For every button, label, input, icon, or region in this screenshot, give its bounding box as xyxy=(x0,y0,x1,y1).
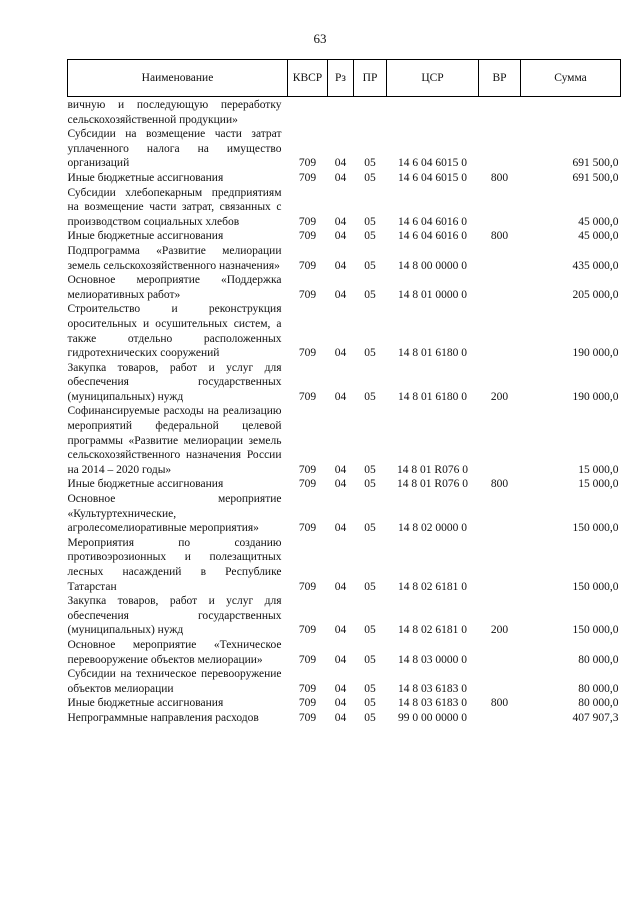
row-kvsr: 709 xyxy=(298,215,317,228)
row-rz: 04 xyxy=(334,478,347,491)
header-kvsr: КВСР xyxy=(288,60,328,97)
row-name: Субсидии на техническое перевооружение объектов мелиорации xyxy=(67,668,282,695)
row-name: Иные бюджетные ассигнования xyxy=(67,230,224,243)
table-row xyxy=(68,711,621,726)
row-kvsr: 709 xyxy=(298,653,317,666)
row-kvsr: 709 xyxy=(298,230,317,243)
budget-table xyxy=(67,59,621,726)
row-name: Подпрограмма «Развитие мелиорации земель сельскохозяйственного назначения» xyxy=(67,244,282,272)
row-pr: 05 xyxy=(364,682,376,695)
row-rz: 04 xyxy=(334,390,347,403)
row-vr xyxy=(479,97,521,128)
row-kvsr: 709 xyxy=(298,697,317,710)
row-kvsr xyxy=(288,97,328,128)
table-row xyxy=(68,273,621,302)
row-vr: 800 xyxy=(490,478,509,491)
row-kvsr: 709 xyxy=(298,463,317,476)
header-rz: Рз xyxy=(328,60,354,97)
table-row xyxy=(68,696,621,711)
table-row xyxy=(68,638,621,667)
table-row xyxy=(68,667,621,696)
row-vr xyxy=(479,244,521,273)
row-csr: 14 6 04 6015 0 xyxy=(398,157,467,170)
table-row xyxy=(68,302,621,360)
row-pr: 05 xyxy=(364,478,376,491)
row-sum: 80 000,0 xyxy=(578,653,619,666)
row-vr: 200 xyxy=(490,624,509,637)
row-vr xyxy=(479,186,521,230)
row-name: Основное мероприятие «Техническое перевооружение объектов мелиорации» xyxy=(67,638,282,666)
header-sum: Сумма xyxy=(521,60,621,97)
row-pr: 05 xyxy=(364,390,376,403)
row-name: Непрограммные направления расходов xyxy=(67,711,259,724)
header-vr: ВР xyxy=(479,60,521,97)
row-rz: 04 xyxy=(334,288,347,301)
table-row xyxy=(68,404,621,477)
row-rz: 04 xyxy=(334,463,347,476)
row-sum: 190 000,0 xyxy=(572,347,619,360)
row-rz: 04 xyxy=(334,653,347,666)
row-kvsr: 709 xyxy=(298,347,317,360)
row-csr: 14 6 04 6016 0 xyxy=(398,230,467,243)
row-pr: 05 xyxy=(364,697,376,710)
row-kvsr: 709 xyxy=(298,157,317,170)
row-csr: 14 8 01 6180 0 xyxy=(398,390,467,403)
row-sum: 691 500,0 xyxy=(572,157,619,170)
row-vr xyxy=(479,492,521,536)
row-kvsr: 709 xyxy=(298,522,317,535)
row-kvsr: 709 xyxy=(298,390,317,403)
row-vr xyxy=(479,711,521,726)
row-rz: 04 xyxy=(334,624,347,637)
row-name: вичную и последующую переработку сельскохозяйственной продукции» xyxy=(67,99,282,126)
row-name: Иные бюджетные ассигнования xyxy=(67,478,224,491)
row-vr: 800 xyxy=(490,171,509,184)
row-pr: 05 xyxy=(364,171,376,184)
row-pr: 05 xyxy=(364,711,376,724)
row-csr: 14 8 01 R076 0 xyxy=(397,478,468,491)
row-sum: 150 000,0 xyxy=(572,624,619,637)
row-pr: 05 xyxy=(364,580,376,593)
row-rz: 04 xyxy=(334,711,347,724)
row-name: Строительство и реконструкция оросительных и осушительных систем, а также отдельно расположенных гидротехнических сооружений xyxy=(67,303,282,360)
row-name: Субсидии на возмещение части затрат уплаченного налога на имущество организаций xyxy=(67,128,282,170)
row-csr: 14 6 04 6016 0 xyxy=(398,215,467,228)
row-sum: 150 000,0 xyxy=(572,580,619,593)
table-header-row xyxy=(68,60,621,97)
row-sum: 15 000,0 xyxy=(578,478,619,491)
page-number: 63 xyxy=(313,31,327,46)
table-row xyxy=(68,492,621,536)
row-sum: 190 000,0 xyxy=(572,390,619,403)
table-row xyxy=(68,229,621,244)
row-vr xyxy=(479,638,521,667)
row-name: Мероприятия по созданию противоэрозионных и полезащитных лесных насаждений в Республике Татарстан xyxy=(67,536,282,593)
table-row xyxy=(68,127,621,171)
row-rz: 04 xyxy=(334,171,347,184)
row-name: Софинансируемые расходы на реализацию мероприятий федеральной целевой программы «Развитие мелиорации земель сельскохозяйственного назначения России на 2014 – 2020 годы» xyxy=(67,405,282,476)
row-kvsr: 709 xyxy=(298,478,317,491)
row-sum: 407 907,3 xyxy=(572,711,619,724)
table-row xyxy=(68,186,621,230)
row-csr xyxy=(387,97,479,128)
row-sum: 45 000,0 xyxy=(578,215,619,228)
row-pr: 05 xyxy=(364,653,376,666)
row-sum: 15 000,0 xyxy=(578,463,619,476)
row-csr: 99 0 00 0000 0 xyxy=(398,711,467,724)
row-rz: 04 xyxy=(334,580,347,593)
header-name: Наименование xyxy=(68,60,288,97)
row-kvsr: 709 xyxy=(298,624,317,637)
row-rz: 04 xyxy=(334,522,347,535)
row-vr: 200 xyxy=(490,390,509,403)
row-sum: 45 000,0 xyxy=(578,230,619,243)
row-rz: 04 xyxy=(334,230,347,243)
row-vr xyxy=(479,536,521,594)
row-csr: 14 6 04 6015 0 xyxy=(398,171,467,184)
row-vr xyxy=(479,404,521,477)
row-kvsr: 709 xyxy=(298,259,317,272)
row-rz: 04 xyxy=(334,157,347,170)
table-row xyxy=(68,361,621,405)
row-sum: 205 000,0 xyxy=(572,288,619,301)
row-pr: 05 xyxy=(364,624,376,637)
row-vr: 800 xyxy=(490,230,509,243)
table-row xyxy=(68,477,621,492)
row-kvsr: 709 xyxy=(298,288,317,301)
row-name: Закупка товаров, работ и услуг для обеспечения государственных (муниципальных) нужд xyxy=(67,595,282,637)
row-pr: 05 xyxy=(364,288,376,301)
row-csr: 14 8 03 6183 0 xyxy=(398,682,467,695)
row-sum xyxy=(521,97,621,128)
row-csr: 14 8 01 R076 0 xyxy=(397,463,468,476)
row-rz: 04 xyxy=(334,682,347,695)
header-csr: ЦСР xyxy=(387,60,479,97)
row-rz: 04 xyxy=(334,697,347,710)
row-pr: 05 xyxy=(364,215,376,228)
row-vr xyxy=(479,667,521,696)
row-rz: 04 xyxy=(334,347,347,360)
row-name: Закупка товаров, работ и услуг для обеспечения государственных (муниципальных) нужд xyxy=(67,361,282,403)
row-rz: 04 xyxy=(334,259,347,272)
row-pr: 05 xyxy=(364,230,376,243)
row-vr xyxy=(479,273,521,302)
row-sum: 80 000,0 xyxy=(578,682,619,695)
row-sum: 80 000,0 xyxy=(578,697,619,710)
header-pr: ПР xyxy=(354,60,387,97)
row-csr: 14 8 00 0000 0 xyxy=(398,259,467,272)
row-kvsr: 709 xyxy=(298,711,317,724)
row-pr: 05 xyxy=(364,347,376,360)
row-rz: 04 xyxy=(334,215,347,228)
row-rz xyxy=(328,97,354,128)
row-pr: 05 xyxy=(364,463,376,476)
row-sum: 691 500,0 xyxy=(572,171,619,184)
row-name: Иные бюджетные ассигнования xyxy=(67,171,224,184)
row-csr: 14 8 02 6181 0 xyxy=(398,624,467,637)
row-name: Субсидии хлебопекарным предприятиям на возмещение части затрат, связанных с производством социальных хлебов xyxy=(67,186,282,228)
row-name: Основное мероприятие «Поддержка мелиоративных работ» xyxy=(67,274,282,301)
row-pr: 05 xyxy=(364,157,376,170)
row-kvsr: 709 xyxy=(298,682,317,695)
row-pr: 05 xyxy=(364,259,376,272)
table-row xyxy=(68,536,621,594)
table-row xyxy=(68,244,621,273)
table-body xyxy=(68,97,621,726)
row-csr: 14 8 03 0000 0 xyxy=(398,653,467,666)
row-vr: 800 xyxy=(490,697,509,710)
row-sum: 435 000,0 xyxy=(572,259,619,272)
row-vr xyxy=(479,127,521,171)
row-pr: 05 xyxy=(364,522,376,535)
row-csr: 14 8 03 6183 0 xyxy=(398,697,467,710)
table-row xyxy=(68,171,621,186)
row-kvsr: 709 xyxy=(298,171,317,184)
row-vr xyxy=(479,302,521,360)
row-pr xyxy=(354,97,387,128)
row-csr: 14 8 02 0000 0 xyxy=(398,522,467,535)
row-name: Иные бюджетные ассигнования xyxy=(67,697,224,710)
row-kvsr: 709 xyxy=(298,580,317,593)
row-name: Основное мероприятие «Культуртехнические, агролесомелиоративные мероприятия» xyxy=(67,493,282,535)
table-row xyxy=(68,97,621,128)
row-csr: 14 8 01 0000 0 xyxy=(398,288,467,301)
row-csr: 14 8 02 6181 0 xyxy=(398,580,467,593)
table-row xyxy=(68,594,621,638)
row-sum: 150 000,0 xyxy=(572,522,619,535)
row-csr: 14 8 01 6180 0 xyxy=(398,347,467,360)
